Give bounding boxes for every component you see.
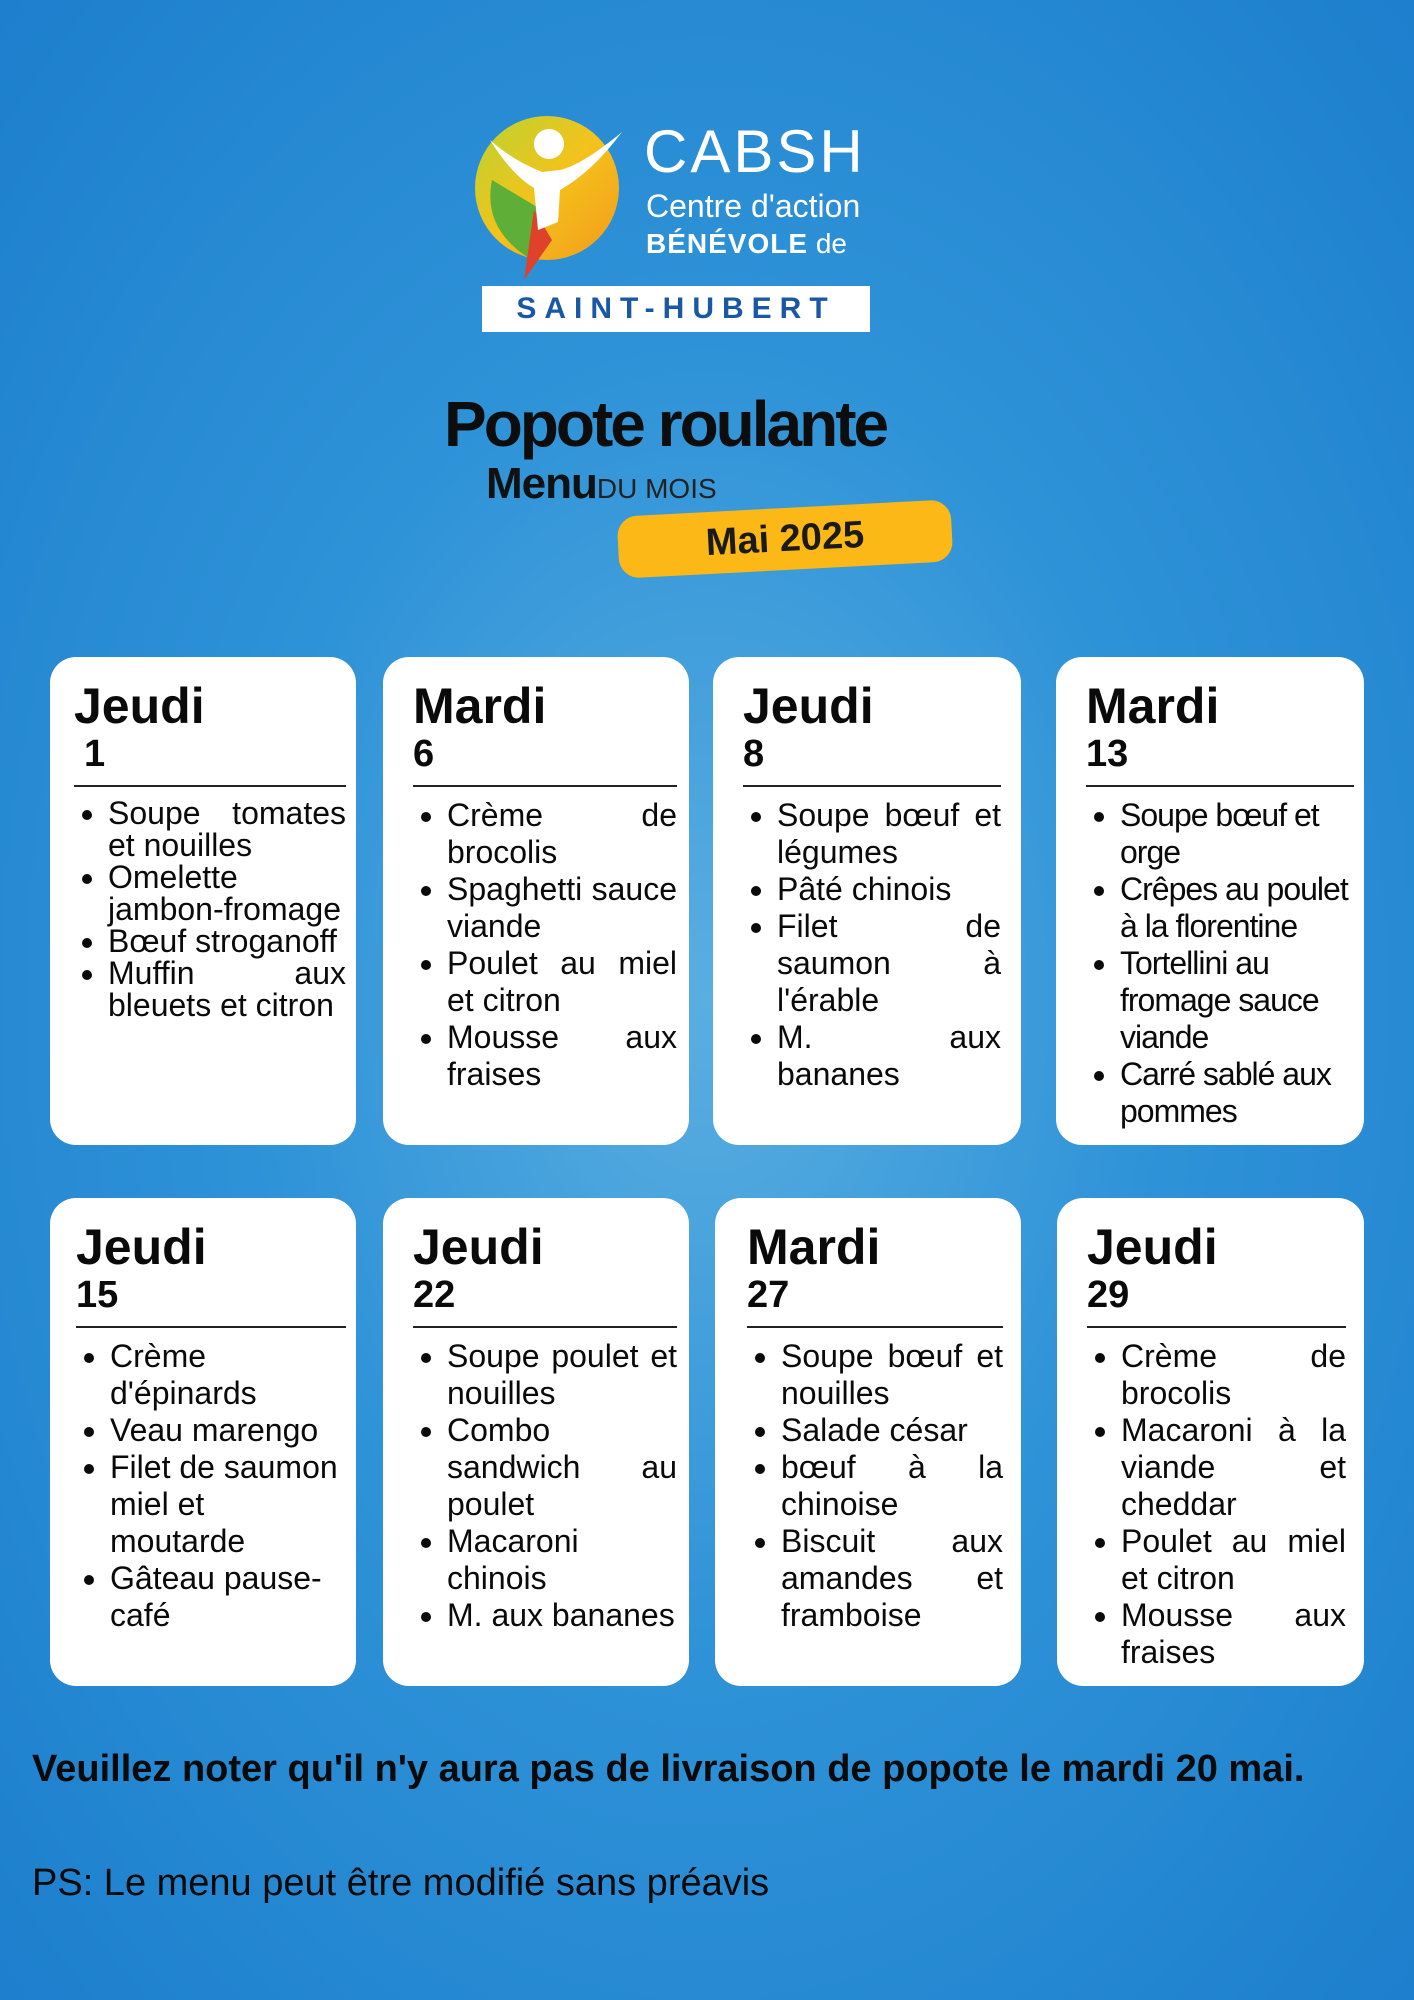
page-title: Popote roulante	[444, 388, 887, 460]
card-divider	[413, 785, 677, 787]
menu-item: • Gâteau pause-café	[110, 1560, 346, 1634]
menu-item: • Biscuit aux amandes et framboise	[781, 1523, 1003, 1634]
menu-item: • Bœuf stroganoff	[108, 925, 346, 957]
menu-card-day-27	[715, 1198, 1021, 1686]
card-date: 29	[1087, 1274, 1130, 1316]
menu-item: • Filet de saumon miel et moutarde	[110, 1449, 346, 1560]
menu-item: • Salade césar	[781, 1412, 1003, 1449]
menu-item: • Filet de saumon à l'érable	[777, 908, 1001, 1019]
card-day: Jeudi	[74, 678, 205, 734]
card-menu-list	[747, 1338, 1003, 1634]
menu-item: • Veau marengo	[110, 1412, 346, 1449]
card-day: Mardi	[413, 678, 547, 734]
menu-item: • Poulet au miel et citron	[1121, 1523, 1346, 1597]
card-day: Jeudi	[76, 1219, 207, 1275]
card-divider	[743, 785, 1001, 787]
card-menu-list	[1086, 797, 1354, 1130]
month-badge	[617, 499, 954, 578]
menu-word: Menu	[486, 459, 597, 508]
menu-item: • Spaghetti sauce viande	[447, 871, 677, 945]
menu-card-day-29	[1057, 1198, 1364, 1686]
logo-de: de	[815, 228, 847, 259]
menu-item: • Macaroni à la viande et cheddar	[1121, 1412, 1346, 1523]
card-day: Mardi	[1086, 678, 1220, 734]
card-menu-list	[413, 797, 677, 1093]
delivery-notice: Veuillez noter qu'il n'y aura pas de livraison de popote le mardi 20 mai.	[32, 1748, 1305, 1790]
card-menu-list	[1087, 1338, 1346, 1671]
month-label: Mai 2025	[704, 513, 866, 564]
menu-item: • Combo sandwich au poulet	[447, 1412, 677, 1523]
card-divider	[747, 1326, 1003, 1328]
card-date: 27	[747, 1274, 790, 1316]
card-date: 1	[84, 733, 106, 775]
card-divider	[74, 785, 346, 787]
card-date: 13	[1086, 733, 1129, 775]
logo-city-box: SAINT-HUBERT	[482, 286, 870, 332]
card-divider	[1087, 1326, 1346, 1328]
card-divider	[413, 1326, 677, 1328]
menu-item: • M. aux bananes	[447, 1597, 677, 1634]
menu-card-day-8	[713, 657, 1021, 1145]
card-menu-list	[74, 797, 346, 1021]
menu-item: • Soupe poulet et nouilles	[447, 1338, 677, 1412]
menu-item: • Tortellini au fromage sauce viande	[1120, 945, 1354, 1056]
menu-item: • Soupe bœuf et légumes	[777, 797, 1001, 871]
logo-benevole: BÉNÉVOLE	[646, 228, 809, 259]
logo-tagline: Centre d'action	[646, 188, 861, 224]
menu-item: • Crème de brocolis	[447, 797, 677, 871]
postscript: PS: Le menu peut être modifié sans préavis	[32, 1862, 770, 1904]
card-date: 6	[413, 733, 435, 775]
menu-card-day-13	[1056, 657, 1364, 1145]
menu-item: • Crème d'épinards	[110, 1338, 346, 1412]
menu-card-day-6	[383, 657, 689, 1145]
card-menu-list	[413, 1338, 677, 1634]
menu-card-day-1	[50, 657, 356, 1145]
menu-subtitle	[486, 459, 717, 508]
card-day: Jeudi	[743, 678, 874, 734]
menu-item: • Pâté chinois	[777, 871, 1001, 908]
menu-item: • M. aux bananes	[777, 1019, 1001, 1093]
card-divider	[1086, 785, 1354, 787]
menu-item: • Mousse aux fraises	[1121, 1597, 1346, 1671]
cabsh-logo	[466, 108, 886, 336]
card-divider	[76, 1326, 346, 1328]
menu-item: • bœuf à la chinoise	[781, 1449, 1003, 1523]
card-day: Jeudi	[413, 1219, 544, 1275]
menu-item: • Muffin aux bleuets et citron	[108, 957, 346, 1021]
menu-item: • Soupe bœuf et orge	[1120, 797, 1354, 871]
menu-item: • Mousse aux fraises	[447, 1019, 677, 1093]
menu-item: • Carré sablé aux pommes	[1120, 1056, 1354, 1130]
menu-item: • Crêpes au poulet à la florentine	[1120, 871, 1354, 945]
logo-wordmark: CABSH	[644, 118, 866, 185]
card-date: 8	[743, 733, 765, 775]
menu-item: • Poulet au miel et citron	[447, 945, 677, 1019]
card-day: Jeudi	[1087, 1219, 1218, 1275]
logo-tagline-2	[646, 230, 847, 258]
menu-card-day-22	[383, 1198, 689, 1686]
menu-suffix: DU MOIS	[596, 473, 717, 504]
card-day: Mardi	[747, 1219, 881, 1275]
card-menu-list	[76, 1338, 346, 1634]
menu-item: • Omelette jambon-fromage	[108, 861, 346, 925]
card-date: 15	[76, 1274, 119, 1316]
menu-card-day-15	[50, 1198, 356, 1686]
menu-item: • Soupe tomates et nouilles	[108, 797, 346, 861]
volunteer-emblem-icon	[472, 110, 622, 285]
menu-item: • Crème de brocolis	[1121, 1338, 1346, 1412]
card-date: 22	[413, 1274, 456, 1316]
menu-item: • Macaroni chinois	[447, 1523, 677, 1597]
card-menu-list	[743, 797, 1001, 1093]
menu-item: • Soupe bœuf et nouilles	[781, 1338, 1003, 1412]
